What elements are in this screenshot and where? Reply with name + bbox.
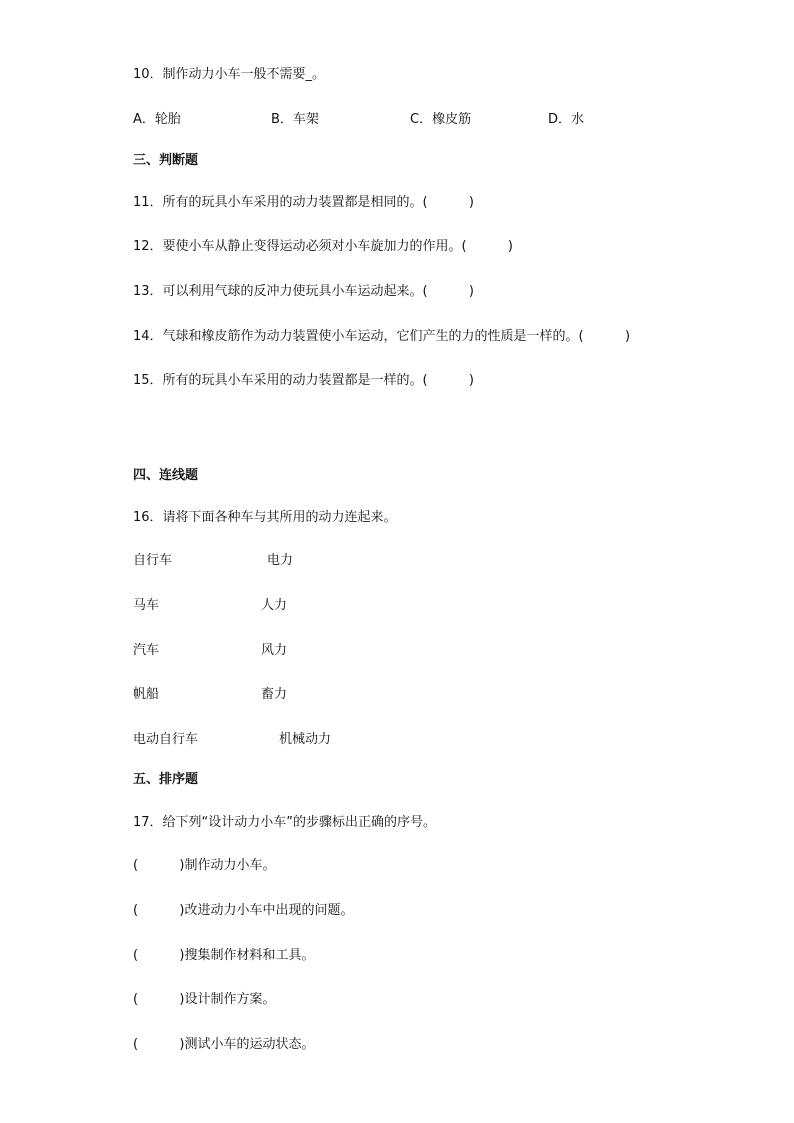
matching-left-item: 帆船 (133, 687, 160, 702)
matching-right-item: 机械动力 (279, 732, 332, 747)
matching-right-item: 人力 (261, 598, 288, 613)
section-3-heading: 三、判断题 (133, 153, 199, 168)
question-13: 13．可以利用气球的反冲力使玩具小车运动起来。( ) (133, 284, 475, 299)
matching-right-item: 畜力 (261, 687, 288, 702)
q10-option-d: D．水 (548, 112, 585, 127)
question-14: 14．气球和橡皮筋作为动力装置使小车运动，它们产生的力的性质是一样的。( ) (133, 329, 631, 344)
section-5-heading: 五、排序题 (133, 772, 199, 787)
question-12: 12．要使小车从静止变得运动必须对小车旋加力的作用。( ) (133, 239, 514, 254)
ordering-item: ( )设计制作方案。 (133, 992, 276, 1007)
question-16: 16．请将下面各种车与其所用的动力连起来。 (133, 510, 397, 525)
ordering-item: ( )搜集制作材料和工具。 (133, 948, 315, 963)
question-10-stem: 10．制作动力小车一般不需要_。 (133, 67, 326, 82)
matching-right-item: 风力 (261, 643, 288, 658)
matching-right-item: 电力 (267, 553, 294, 568)
q10-option-c: C．橡皮筋 (410, 112, 472, 127)
ordering-item: ( )制作动力小车。 (133, 858, 276, 873)
matching-left-item: 电动自行车 (133, 732, 199, 747)
section-4-heading: 四、连线题 (133, 468, 199, 483)
ordering-item: ( )测试小车的运动状态。 (133, 1037, 315, 1052)
q10-option-b: B．车架 (271, 112, 319, 127)
q10-option-a: A．轮胎 (133, 112, 181, 127)
question-17: 17．给下列“设计动力小车”的步骤标出正确的序号。 (133, 815, 437, 830)
ordering-item: ( )改进动力小车中出现的问题。 (133, 903, 354, 918)
question-15: 15．所有的玩具小车采用的动力装置都是一样的。( ) (133, 373, 475, 388)
question-11: 11．所有的玩具小车采用的动力装置都是相同的。( ) (133, 195, 475, 210)
matching-left-item: 汽车 (133, 643, 160, 658)
matching-left-item: 自行车 (133, 553, 173, 568)
matching-left-item: 马车 (133, 598, 160, 613)
